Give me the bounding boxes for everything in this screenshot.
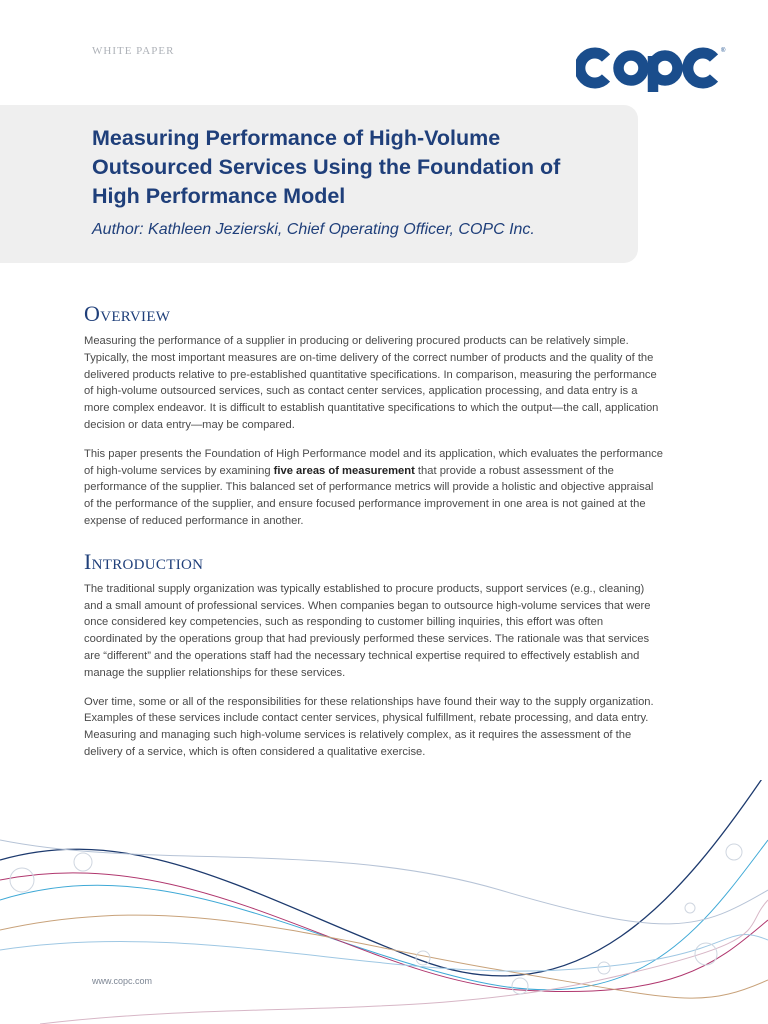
document-author: Author: Kathleen Jezierski, Chief Operating Officer, COPC Inc. xyxy=(92,221,535,238)
introduction-paragraph-1: The traditional supply organization was typically established to procure products, support services (e.g., cleaning) and a small amount of professional services. When companies began to outsource high-volume services that were once considered key competencies, such as responding to customer billing inquiries, this effort was often coordinated by the operations group that had previously performed these services. The rationale was that services are “different” and the operations staff had the necessary technical expertise required to effectively establish and manage the supplier relationships for these services. xyxy=(84,582,651,679)
document-title: Measuring Performance of High-Volume Outsourced Services Using the Foundation of High Performance Model xyxy=(92,126,561,208)
highlight-five-areas: five areas of measurement xyxy=(273,464,415,477)
introduction-paragraph-2: Over time, some or all of the responsibilities for these relationships have found their way to the supply organization. Examples of these services include contact center services, physical fulfillment, rebate processing, and data entry. Measuring and managing such high-volume services is relatively complex, as it requires the assessment of the delivery of a service, which is often considered a qualitative exercise. xyxy=(84,695,654,758)
copc-logo xyxy=(576,42,726,94)
overview-paragraph-2: This paper presents the Foundation of High Performance model and its application, which evaluates the performance of high-volume services by examining five areas of measurement that provide a robust assessment of the performance of the supplier. This balanced set of performance metrics will provide a holistic and objective appraisal of the performance of the supplier, and ensure focused performance improvement in one area is not gained at the expense of reduced performance in another. xyxy=(84,447,663,527)
footer-url[interactable]: www.copc.com xyxy=(92,976,153,986)
svg-text:®: ® xyxy=(721,48,726,54)
document-body xyxy=(84,300,664,773)
document-type-label: WHITE PAPER xyxy=(92,45,175,57)
overview-paragraph-1: Measuring the performance of a supplier in producing or delivering procured products can be relatively simple. Typically, the most important measures are on-time delivery of the correct number of products and the quality of the delivered products relative to pre-established quantitative specifications. In comparison, measuring the performance of high-volume outsourced services, such as contact center services, application processing, and data entry is a more complex endeavor. It is difficult to establish quantitative specifications to which the output—the call, application decision or data entry—may be compared. xyxy=(84,335,659,431)
introduction-heading: Introduction xyxy=(84,548,204,574)
overview-heading: Overview xyxy=(84,301,171,326)
decorative-waves xyxy=(0,780,768,1024)
